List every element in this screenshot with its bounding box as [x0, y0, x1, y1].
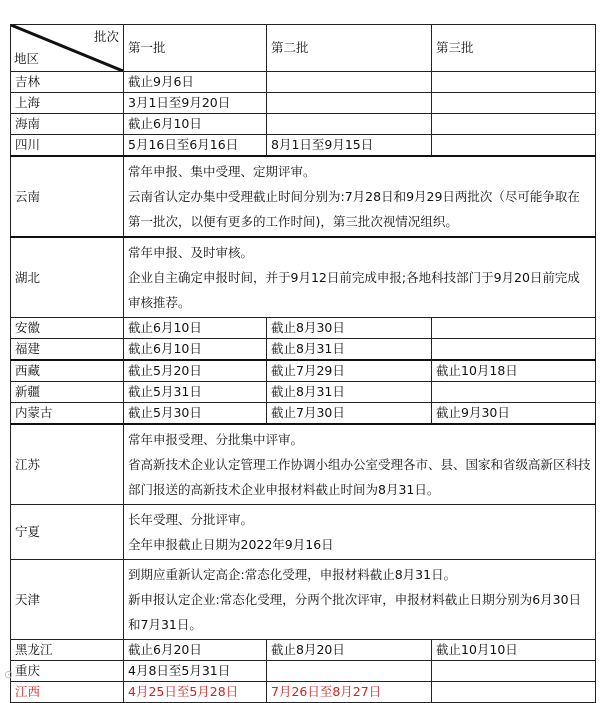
- table-row: [11, 682, 596, 703]
- note-cell: [124, 156, 596, 237]
- note-line: 全年申报截止日期为2022年9月16日: [128, 537, 334, 552]
- note-line: 常年申报、集中受理、定期评审。: [128, 164, 316, 179]
- note-line: 省高新技术企业认定管理工作协调小组办公室受理各市、县、国家和省级高新区科技部门报送的高新技术企业申报材料截止时间为8月31日。: [128, 457, 591, 497]
- region-cell: 四川: [11, 135, 124, 157]
- batch-2-cell: [267, 661, 432, 682]
- table-row: [11, 93, 596, 114]
- batch-1-cell: 截止5月31日: [124, 382, 267, 403]
- batch-2-cell: 截止8月20日: [267, 640, 432, 661]
- region-cell: 江西: [11, 682, 124, 703]
- table-row: [11, 237, 596, 318]
- deadline-table: [10, 24, 596, 703]
- batch-label: 批次: [93, 29, 119, 44]
- table-row: [11, 360, 596, 382]
- region-cell: 黑龙江: [11, 640, 124, 661]
- batch-2-cell: 8月1日至9月15日: [267, 135, 432, 157]
- batch-1-cell: 截止6月20日: [124, 640, 267, 661]
- note-line: 新申报认定企业:常态化受理，分两个批次评审，申报材料截止日期分别为6月30日和7月31日。: [128, 592, 582, 632]
- batch-1-cell: 截止6月10日: [124, 114, 267, 135]
- batch-2-cell: [267, 114, 432, 135]
- batch-3-cell: 截止9月30日: [432, 403, 596, 425]
- batch-1-cell: 截止6月10日: [124, 318, 267, 339]
- region-cell: 江苏: [11, 424, 124, 505]
- region-cell: 宁夏: [11, 505, 124, 560]
- batch-2-cell: [267, 93, 432, 114]
- corner-header-cell: [11, 25, 124, 72]
- note-line: 企业自主确定申报时间，并于9月12日前完成申报;各地科技部门于9月20日前完成审核推荐。: [128, 270, 580, 310]
- table-row: [11, 560, 596, 640]
- watermark: ⊙: [4, 668, 14, 681]
- table-row: [11, 72, 596, 93]
- batch-2-cell: 截止8月31日: [267, 339, 432, 361]
- region-cell: 内蒙古: [11, 403, 124, 425]
- batch-3-cell: [432, 661, 596, 682]
- note-cell: [124, 237, 596, 318]
- batch-3-cell: [432, 72, 596, 93]
- column-header-batch-3: 第三批: [432, 25, 596, 72]
- note-line: 常年申报、及时审核。: [128, 245, 254, 260]
- table-row: [11, 318, 596, 339]
- batch-2-cell: 截止7月29日: [267, 360, 432, 382]
- table-row: [11, 135, 596, 157]
- batch-1-cell: 5月16日至6月16日: [124, 135, 267, 157]
- header-row: [11, 25, 596, 72]
- batch-3-cell: 截止10月18日: [432, 360, 596, 382]
- batch-3-cell: [432, 682, 596, 703]
- region-cell: 云南: [11, 156, 124, 237]
- batch-1-cell: 截止5月20日: [124, 360, 267, 382]
- batch-3-cell: [432, 339, 596, 361]
- note-cell: [124, 560, 596, 640]
- region-cell: 上海: [11, 93, 124, 114]
- batch-2-cell: [267, 72, 432, 93]
- region-cell: 西藏: [11, 360, 124, 382]
- region-cell: 重庆: [11, 661, 124, 682]
- note-line: 到期应重新认定高企:常态化受理，申报材料截止8月31日。: [128, 567, 457, 582]
- region-cell: 海南: [11, 114, 124, 135]
- table-row: [11, 424, 596, 505]
- region-cell: 新疆: [11, 382, 124, 403]
- region-label: 地区: [14, 51, 40, 66]
- note-line: 云南省认定办集中受理截止时间分别为:7月28日和9月29日两批次（尽可能争取在第一批次，以便有更多的工作时间)，第三批次视情况组织。: [128, 189, 580, 229]
- batch-1-cell: 截止9月6日: [124, 72, 267, 93]
- table-row: [11, 505, 596, 560]
- batch-3-cell: 截止10月10日: [432, 640, 596, 661]
- region-cell: 安徽: [11, 318, 124, 339]
- batch-2-cell: 截止7月30日: [267, 403, 432, 425]
- table-row: [11, 156, 596, 237]
- table-row: [11, 382, 596, 403]
- batch-1-cell: 4月25日至5月28日: [124, 682, 267, 703]
- batch-3-cell: [432, 135, 596, 157]
- table-row: [11, 403, 596, 425]
- batch-3-cell: [432, 382, 596, 403]
- batch-2-cell: 7月26日至8月27日: [267, 682, 432, 703]
- column-header-batch-1: 第一批: [124, 25, 267, 72]
- batch-2-cell: 截止8月31日: [267, 382, 432, 403]
- batch-1-cell: 3月1日至9月20日: [124, 93, 267, 114]
- table-row: [11, 661, 596, 682]
- note-cell: [124, 424, 596, 505]
- batch-1-cell: 截止6月10日: [124, 339, 267, 361]
- table-row: [11, 114, 596, 135]
- batch-3-cell: [432, 318, 596, 339]
- region-cell: 湖北: [11, 237, 124, 318]
- region-cell: 天津: [11, 560, 124, 640]
- note-cell: [124, 505, 596, 560]
- table-row: [11, 339, 596, 361]
- region-cell: 吉林: [11, 72, 124, 93]
- batch-1-cell: 4月8日至5月31日: [124, 661, 267, 682]
- batch-2-cell: 截止8月30日: [267, 318, 432, 339]
- column-header-batch-2: 第二批: [267, 25, 432, 72]
- region-cell: 福建: [11, 339, 124, 361]
- batch-1-cell: 截止5月30日: [124, 403, 267, 425]
- batch-3-cell: [432, 114, 596, 135]
- table-row: [11, 640, 596, 661]
- note-line: 长年受理、分批评审。: [128, 512, 254, 527]
- note-line: 常年申报受理、分批集中评审。: [128, 432, 304, 447]
- batch-3-cell: [432, 93, 596, 114]
